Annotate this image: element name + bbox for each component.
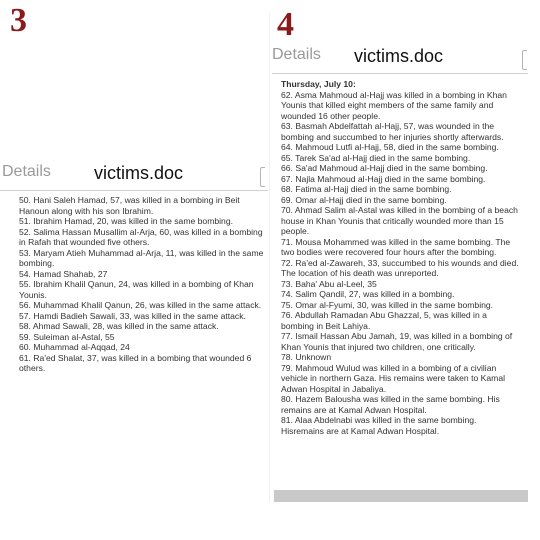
victim-entry: 66. Sa'ad Mahmoud al-Hajj died in the same bombing. (281, 163, 488, 173)
victim-entry: 52. Salima Hassan Musallim al-Arja, 60, was killed in a bombing in Rafah that wounded five others. (19, 226, 263, 247)
panel-divider (269, 12, 270, 502)
doc-title: victims.doc (94, 163, 184, 183)
victim-entry: 51. Ibrahim Hamad, 20, was killed in the same bombing. (19, 216, 233, 226)
panel-number-right: 4 (277, 6, 294, 43)
victim-entry: 59. Suleiman al-Astal, 55 (19, 331, 115, 342)
victim-entry: 73. Baha' Abu al-Leel, 35 (281, 278, 377, 289)
victim-entry: 64. Mahmoud Lutfi al-Hajj, 58, died in the same bombing. (281, 142, 499, 152)
panel-number-left: 3 (10, 2, 27, 39)
victim-entry: 77. Ismail Hassan Abu Jamah, 19, was killed in a bombing of Khan Younis that injured two children, one critically. (281, 331, 513, 352)
victim-entry: 75. Omar al-Fyumi, 30, was killed in the same bombing. (281, 299, 494, 310)
victim-entry: 79. Mahmoud Wulud was killed in a bombing of a civilian vehicle in northern Gaza. His remains were taken to Kamal Adwan Hospital in Jabaliya. (281, 362, 506, 394)
victim-entry: 76. Abdullah Ramadan Abu Ghazzal, 5, was killed in a bombing in Beit Lahiya. (281, 310, 487, 331)
victim-list-right (281, 79, 521, 436)
victim-entry: 65. Tarek Sa'ad al-Hajj died in the same bombing. (281, 152, 471, 163)
horizontal-scrollbar[interactable] (274, 490, 528, 502)
victim-entry: 56. Muhammad Khalil Qanun, 26, was killed in the same attack. (19, 300, 262, 310)
victim-entry: 80. Hazem Balousha was killed in the same bombing. His remains are at Kamal Adwan Hospital. (281, 394, 500, 415)
doc-title: victims.doc (354, 46, 444, 66)
victim-entry: 54. Hamad Shahab, 27 (19, 268, 108, 279)
victim-entry: 68. Fatima al-Hajj died in the same bombing. (281, 184, 452, 194)
victim-entry: 63. Basmah Abdelfattah al-Hajj, 57, was wounded in the bombing and succumbed to her injuries shortly afterwards. (281, 121, 504, 142)
doc-header-left (0, 163, 268, 191)
victim-entry: 61. Ra'ed Shalat, 37, was killed in a bombing that wounded 6 others. (19, 352, 252, 373)
victim-entry: 71. Mousa Mohammed was killed in the same bombing. The two bodies were recovered four hours after the bombing. (281, 236, 511, 257)
victim-entry: 72. Ra'ed al-Zawareh, 33, succumbed to his wounds and died. The location of his death was unreported. (281, 257, 519, 278)
details-button[interactable]: Details (272, 46, 321, 63)
victim-entry: 67. Najla Mahmoud al-Hajj died in the same bombing. (281, 173, 486, 184)
header-divider (0, 190, 268, 191)
doc-header-right (272, 46, 528, 74)
victim-entry: 70. Ahmad Salim al-Astal was killed in the bombing of a beach house in Khan Younis that critically wounded more than 15 people. (281, 205, 518, 236)
share-tab-icon[interactable] (522, 50, 527, 70)
header-divider (272, 73, 528, 74)
victim-entry: 55. Ibrahim Khalil Qanun, 24, was killed in a bombing of Khan Younis. (19, 279, 254, 300)
victim-entry: 78. Unknown (281, 352, 332, 362)
victim-entry: 60. Muhammad al-Aqqad, 24 (19, 342, 130, 352)
victim-list-left (19, 195, 265, 374)
victim-entry: 53. Maryam Atieh Muhammad al-Arja, 11, was killed in the same bombing. (19, 247, 264, 268)
victim-entry: 57. Hamdi Badieh Sawali, 33, was killed in the same attack. (19, 310, 246, 321)
victim-entry: 69. Omar al-Hajj died in the same bombing. (281, 194, 447, 205)
details-button[interactable]: Details (2, 163, 51, 180)
victim-entry: 50. Hani Saleh Hamad, 57, was killed in a bombing in Beit Hanoun along with his son Ibrahim. (19, 195, 240, 216)
victim-entry: 74. Salim Qandil, 27, was killed in a bombing. (281, 289, 455, 299)
victim-entry: 81. Alaa Abdelnabi was killed in the same bombing. Hisremains are at Kamal Adwan Hospital. (281, 415, 477, 436)
victim-entry: 62. Asma Mahmoud al-Hajj was killed in a bombing in Khan Younis that killed eight members of the same family and wounded 16 other people. (281, 89, 507, 121)
day-heading: Thursday, July 10: (281, 79, 356, 89)
share-tab-icon[interactable] (260, 167, 265, 187)
victim-entry: 58. Ahmad Sawali, 28, was killed in the same attack. (19, 321, 219, 331)
